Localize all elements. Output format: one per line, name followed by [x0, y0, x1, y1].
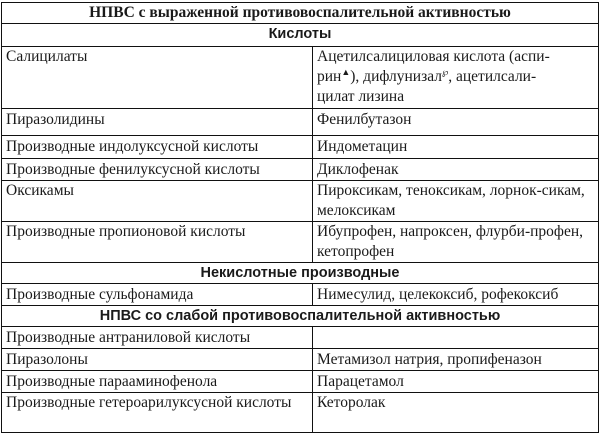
table-row — [2, 47, 599, 109]
drugs-cell: Парацетамол — [313, 371, 599, 393]
header-strong-activity: НПВС с выраженной противовоспалительной активностью — [2, 3, 599, 24]
table-row — [2, 136, 599, 159]
drugs-cell: Ацетилсалициловая кислота (аспи- рин▲), дифлунизал℘, ацетилсали- цилат лизина — [313, 47, 599, 109]
table-row — [2, 109, 599, 136]
table-row — [2, 327, 599, 349]
group-cell: Производные пропионовой кислоты — [2, 222, 313, 263]
group-cell: Пиразолоны — [2, 349, 313, 371]
group-cell: Производные гетероарилуксусной кислоты — [2, 393, 313, 433]
drugs-cell — [313, 327, 599, 349]
group-cell: Производные антраниловой кислоты — [2, 327, 313, 349]
drugs-cell: Диклофенак — [313, 159, 599, 181]
weierstrass-mark-icon: ℘ — [441, 66, 449, 77]
table-row — [2, 349, 599, 371]
section-acids: Кислоты — [2, 24, 599, 47]
table-row — [2, 181, 599, 222]
drugs-cell: Фенилбутазон — [313, 109, 599, 136]
drugs-cell: Индометацин — [313, 136, 599, 159]
group-cell: Производные фенилуксусной кислоты — [2, 159, 313, 181]
section-nonacid: Некислотные производные — [2, 263, 599, 284]
group-cell: Производные индолуксусной кислоты — [2, 136, 313, 159]
group-cell: Салицилаты — [2, 47, 313, 109]
drugs-cell: Пироксикам, теноксикам, лорнок-сикам, мелоксикам — [313, 181, 599, 222]
triangle-mark-icon: ▲ — [341, 66, 351, 77]
table-row — [2, 284, 599, 306]
section-row — [2, 24, 599, 47]
table-row — [2, 159, 599, 181]
nsaid-classification-table — [1, 2, 599, 433]
drugs-cell: Кеторолак — [313, 393, 599, 433]
drugs-cell: Ибупрофен, напроксен, флурби-профен, кетопрофен — [313, 222, 599, 263]
drugs-cell: Нимесулид, целекоксиб, рофекоксиб — [313, 284, 599, 306]
table-row — [2, 393, 599, 433]
section-row — [2, 263, 599, 284]
header-weak-activity: НПВС со слабой противовоспалительной активностью — [2, 306, 599, 327]
group-cell: Пиразолидины — [2, 109, 313, 136]
table-row — [2, 371, 599, 393]
table-row — [2, 222, 599, 263]
group-cell: Производные сульфонамида — [2, 284, 313, 306]
group-cell: Оксикамы — [2, 181, 313, 222]
table-header-row — [2, 306, 599, 327]
table-header-row — [2, 3, 599, 24]
drugs-cell: Метамизол натрия, пропифеназон — [313, 349, 599, 371]
group-cell: Производные парааминофенола — [2, 371, 313, 393]
